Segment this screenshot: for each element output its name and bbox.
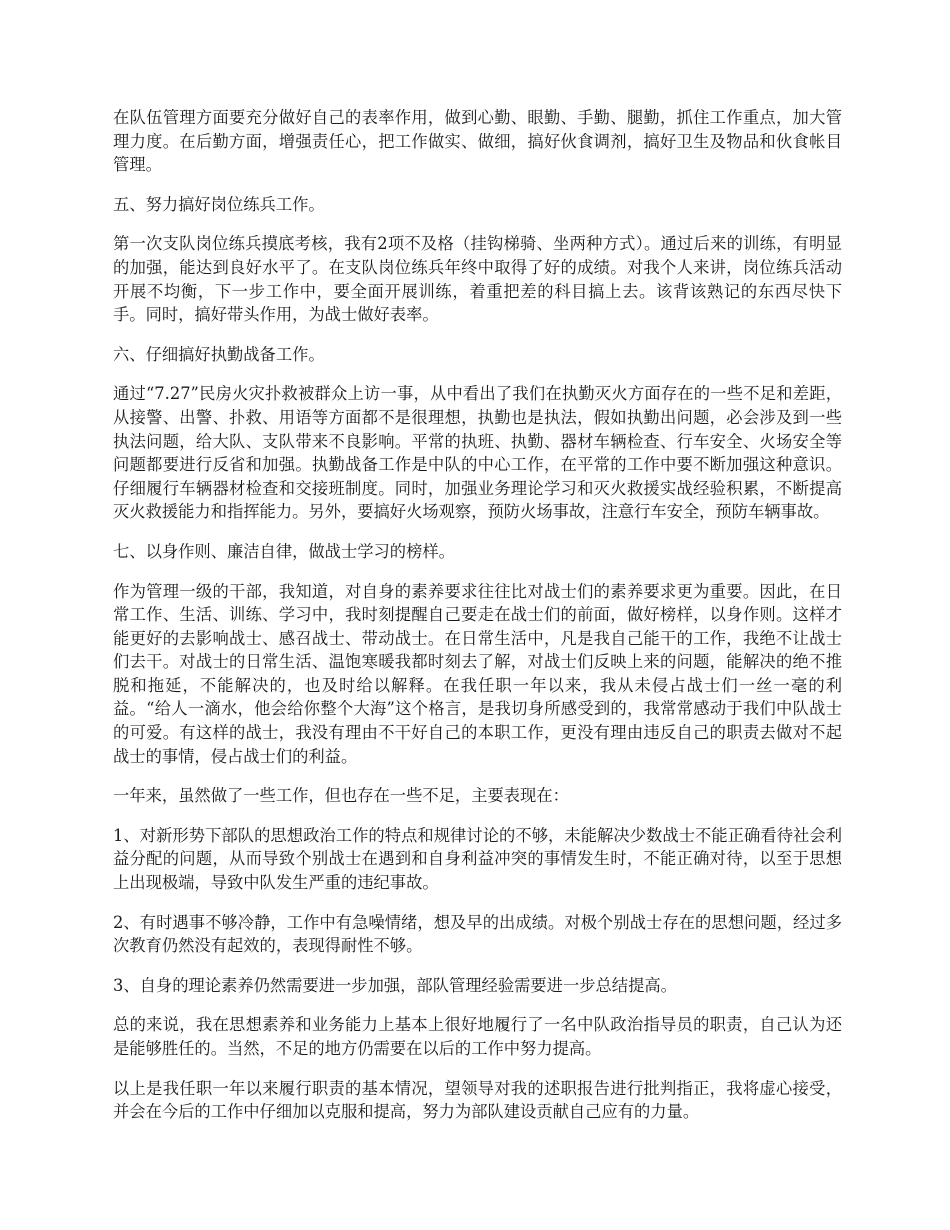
paragraph-duty-readiness: 通过“7.27”民房火灾扑救被群众上访一事，从中看出了我们在执勤灭火方面存在的一些不足和差距，从接警、出警、扑救、用语等方面都不是很理想，执勤也是执法，假如执勤出问题，必会涉及到一些执法问题，给大队、支队带来不良影响。平常的执班、执勤、器材车辆检查、行车安全、火场安全等问题都要进行反省和加强。执勤战备工作是中队的中心工作，在平常的工作中要不断加强这种意识。仔细履行车辆器材检查和交接班制度。同时，加强业务理论学习和灭火救援实战经验积累，不断提高灭火救援能力和指挥能力。另外，要搞好火场观察，预防火场事故，注意行车安全，预防车辆事故。 — [113, 384, 842, 522]
paragraph-shortcoming-1: 1、对新形势下部队的思想政治工作的特点和规律讨论的不够，未能解决少数战士不能正确看待社会利益分配的问题，从而导致个别战士在遇到和自身利益冲突的事情发生时，不能正确对待，以至于思想上出现极端，导致中队发生严重的违纪事故。 — [113, 825, 842, 893]
paragraph-summary: 总的来说，我在思想素养和业务能力上基本上很好地履行了一名中队政治指导员的职责，自己认为还是能够胜任的。当然，不足的地方仍需要在以后的工作中努力提高。 — [113, 1015, 842, 1058]
paragraph-training: 第一次支队岗位练兵摸底考核，我有2项不及格（挂钩梯骑、坐两种方式）。通过后来的训练，有明显的加强，能达到良好水平了。在支队岗位练兵年终中取得了好的成绩。对我个人来讲，岗位练兵活动开展不均衡，下一步工作中，要全面开展训练，着重把差的科目搞上去。该背该熟记的东西尽快下手。同时，搞好带头作用，为战士做好表率。 — [113, 234, 842, 325]
paragraph-shortcomings-intro: 一年来，虽然做了一些工作，但也存在一些不足，主要表现在： — [113, 786, 569, 806]
section-heading-6: 六、仔细搞好执勤战备工作。 — [113, 344, 325, 364]
paragraph-closing: 以上是我任职一年以来履行职责的基本情况，望领导对我的述职报告进行批判指正，我将虚心接受，并会在今后的工作中仔细加以克服和提高，努力为部队建设贡献自己应有的力量。 — [113, 1078, 842, 1122]
paragraph-team-management: 在队伍管理方面要充分做好自己的表率作用，做到心勤、眼勤、手勤、腿勤，抓住工作重点，加大管理力度。在后勤方面，增强责任心，把工作做实、做细，搞好伙食调剂，搞好卫生及物品和伙食帐目管理。 — [113, 108, 842, 175]
section-heading-5: 五、努力搞好岗位练兵工作。 — [113, 194, 325, 214]
paragraph-shortcoming-3: 3、自身的理论素养仍然需要进一步加强，部队管理经验需要进一步总结提高。 — [113, 975, 677, 995]
paragraph-shortcoming-2: 2、有时遇事不够冷静，工作中有急噪情绪，想及早的出成绩。对极个别战士存在的思想问题，经过多次教育仍然没有起效的，表现得耐性不够。 — [113, 912, 842, 956]
document-body — [113, 106, 842, 1140]
section-heading-7: 七、以身作则、廉洁自律，做战士学习的榜样。 — [113, 541, 455, 561]
paragraph-role-model: 作为管理一级的干部，我知道，对自身的素养要求往往比对战士们的素养要求更为重要。因此，在日常工作、生活、训练、学习中，我时刻提醒自己要走在战士们的前面，做好榜样，以身作则。这样才能更好的去影响战士、感召战士、带动战士。在日常生活中，凡是我自己能干的工作，我绝不让战士们去干。对战士的日常生活、温饱寒暖我都时刻去了解，对战士们反映上来的问题，能解决的绝不推脱和拖延，不能解决的，也及时给以解释。在我任职一年以来，我从未侵占战士们一丝一毫的利益。“给人一滴水，他会给你整个大海”这个格言，是我切身所感受到的，我常常感动于我们中队战士的可爱。有这样的战士，我没有理由不干好自己的本职工作，更没有理由违反自己的职责去做对不起战士的事情，侵占战士们的利益。 — [113, 581, 842, 766]
